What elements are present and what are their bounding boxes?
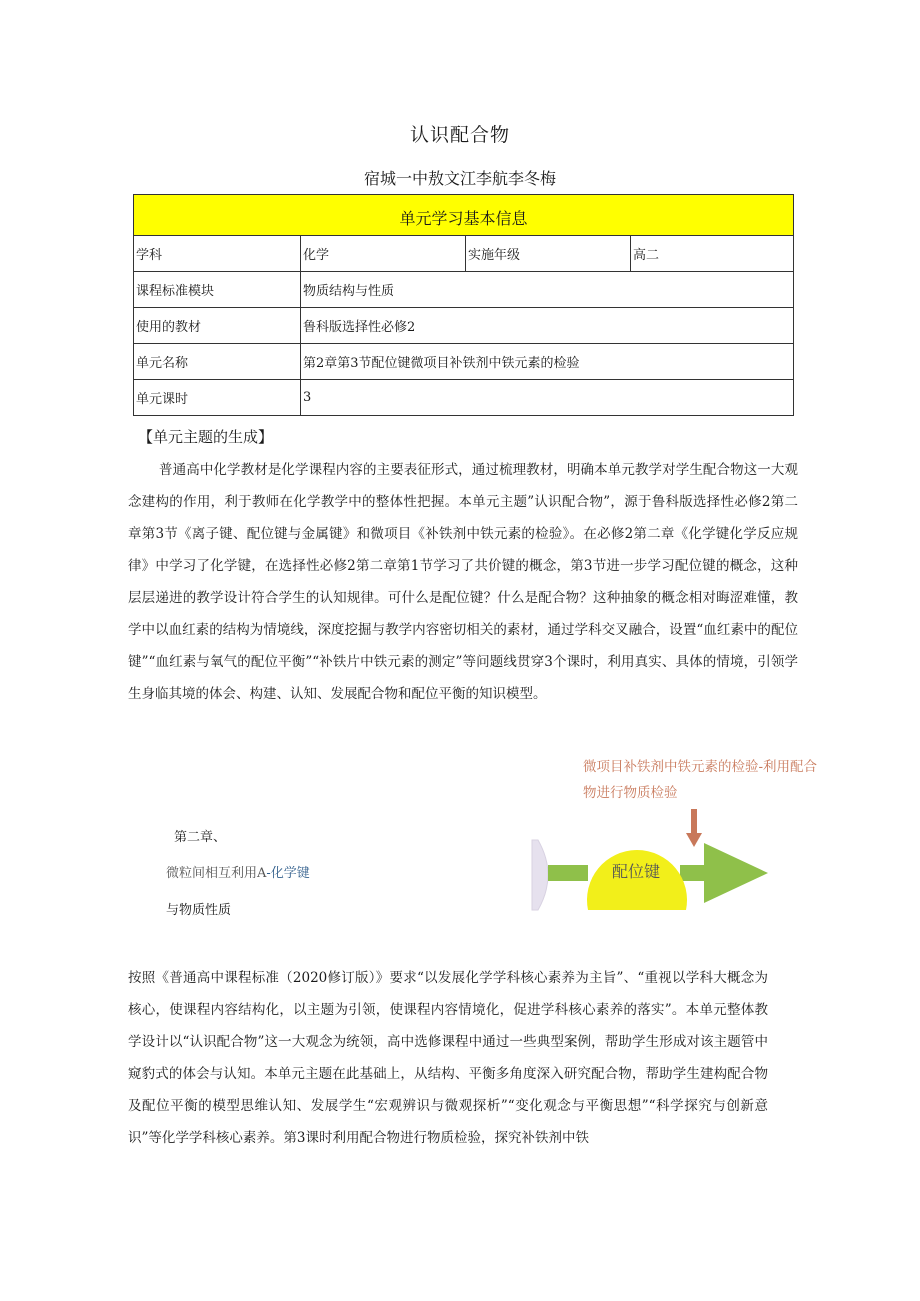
unit-name-label: 单元名称 [134, 344, 301, 380]
body-paragraph-2: 按照《普通高中课程标准（2020修订版）》要求“以发展化学学科核心素养为主旨”、“重视以学科大概念为核心，使课程内容结构化，以主题为引领，使课程内容情境化，促进学科核心素养的落实”。本单元整体教学设计以“认识配合物”这一大观念为统领，高中选修课程中通过一些典型案例，帮助学生形成对该主题管中窥豹式的体会与认知。本单元主题在此基础上，从结构、平衡多角度深入研究配合物，帮助学生建构配合物及配位平衡的模型思维认知、发展学生“宏观辨识与微观探析”“变化观念与平衡思想”“科学探究与创新意识”等化学学科核心素养。第3课时利用配合物进行物质检验，探究补铁剂中铁 [128, 970, 768, 1146]
textbook-value: 鲁科版选择性必修2 [301, 308, 794, 344]
table-row [134, 380, 794, 416]
chapter-topic [166, 862, 310, 881]
chapter-topic-prefix: 微粒间相互利用A [166, 866, 267, 881]
grade-label: 实施年级 [466, 236, 631, 272]
body-paragraph-1: 普通高中化学教材是化学课程内容的主要表征形式，通过梳理教材，明确本单元教学对学生配合物这一大观念建构的作用，利于教师在化学教学中的整体性把握。本单元主题”认识配合物”，源于鲁科版选择性必修2第二章第3节《离子键、配位键与金属键》和微项目《补铁剂中铁元素的检验》。在必修2第二章《化学键化学反应规律》中学习了化学键，在选择性必修2第二章第1节学习了共价键的概念，第3节进一步学习配位键的概念，这种层层递进的教学设计符合学生的认知规律。可什么是配位键？什么是配合物？这种抽象的概念相对晦涩难懂，教学中以血红素的结构为情境线，深度挖掘与教学内容密切相关的素材，通过学科交叉融合，设置“血红素中的配位键”“血红素与氧气的配位平衡”“补铁片中铁元素的测定”等问题线贯穿3个课时，利用真实、具体的情境，引领学生身临其境的体会、构建、认知、发展配合物和配位平衡的知识模型。 [128, 462, 798, 702]
table-row [134, 308, 794, 344]
authors-line: 宿城一中敖文江李航李冬梅 [363, 169, 556, 188]
hours-value: 3 [301, 380, 794, 416]
unit-info-table [133, 194, 794, 416]
module-label: 课程标准模块 [134, 272, 301, 308]
arrow-shaft-right [680, 865, 704, 881]
arrow-head [704, 843, 768, 903]
arrow-shaft-left [548, 865, 588, 881]
module-value: 物质结构与性质 [301, 272, 794, 308]
subject-value: 化学 [301, 236, 466, 272]
page-title: 认识配合物 [409, 124, 510, 146]
chapter-subtopic: 与物质性质 [166, 903, 232, 918]
diagram-note: 微项目补铁剂中铁元素的检验-利用配合物进行物质检验 [583, 759, 818, 801]
table-row [134, 236, 794, 272]
subject-label: 学科 [134, 236, 301, 272]
hours-label: 单元课时 [134, 380, 301, 416]
table-header-row [134, 195, 794, 236]
grade-value: 高二 [631, 236, 794, 272]
down-arrow-head [686, 833, 702, 847]
down-arrow-shaft [691, 809, 697, 835]
left-partial-shape [532, 840, 548, 910]
table-row [134, 344, 794, 380]
unit-name-value: 第2章第3节配位键微项目补铁剂中铁元素的检验 [301, 344, 794, 380]
table-header: 单元学习基本信息 [134, 195, 794, 236]
coordination-bond-diagram [530, 805, 780, 915]
section-heading: 【单元主题的生成】 [138, 428, 274, 446]
center-label: 配位键 [611, 862, 661, 881]
textbook-label: 使用的教材 [134, 308, 301, 344]
chapter-label: 第二章、 [174, 830, 227, 845]
table-row [134, 272, 794, 308]
chapter-topic-suffix: -化学键 [266, 866, 310, 881]
